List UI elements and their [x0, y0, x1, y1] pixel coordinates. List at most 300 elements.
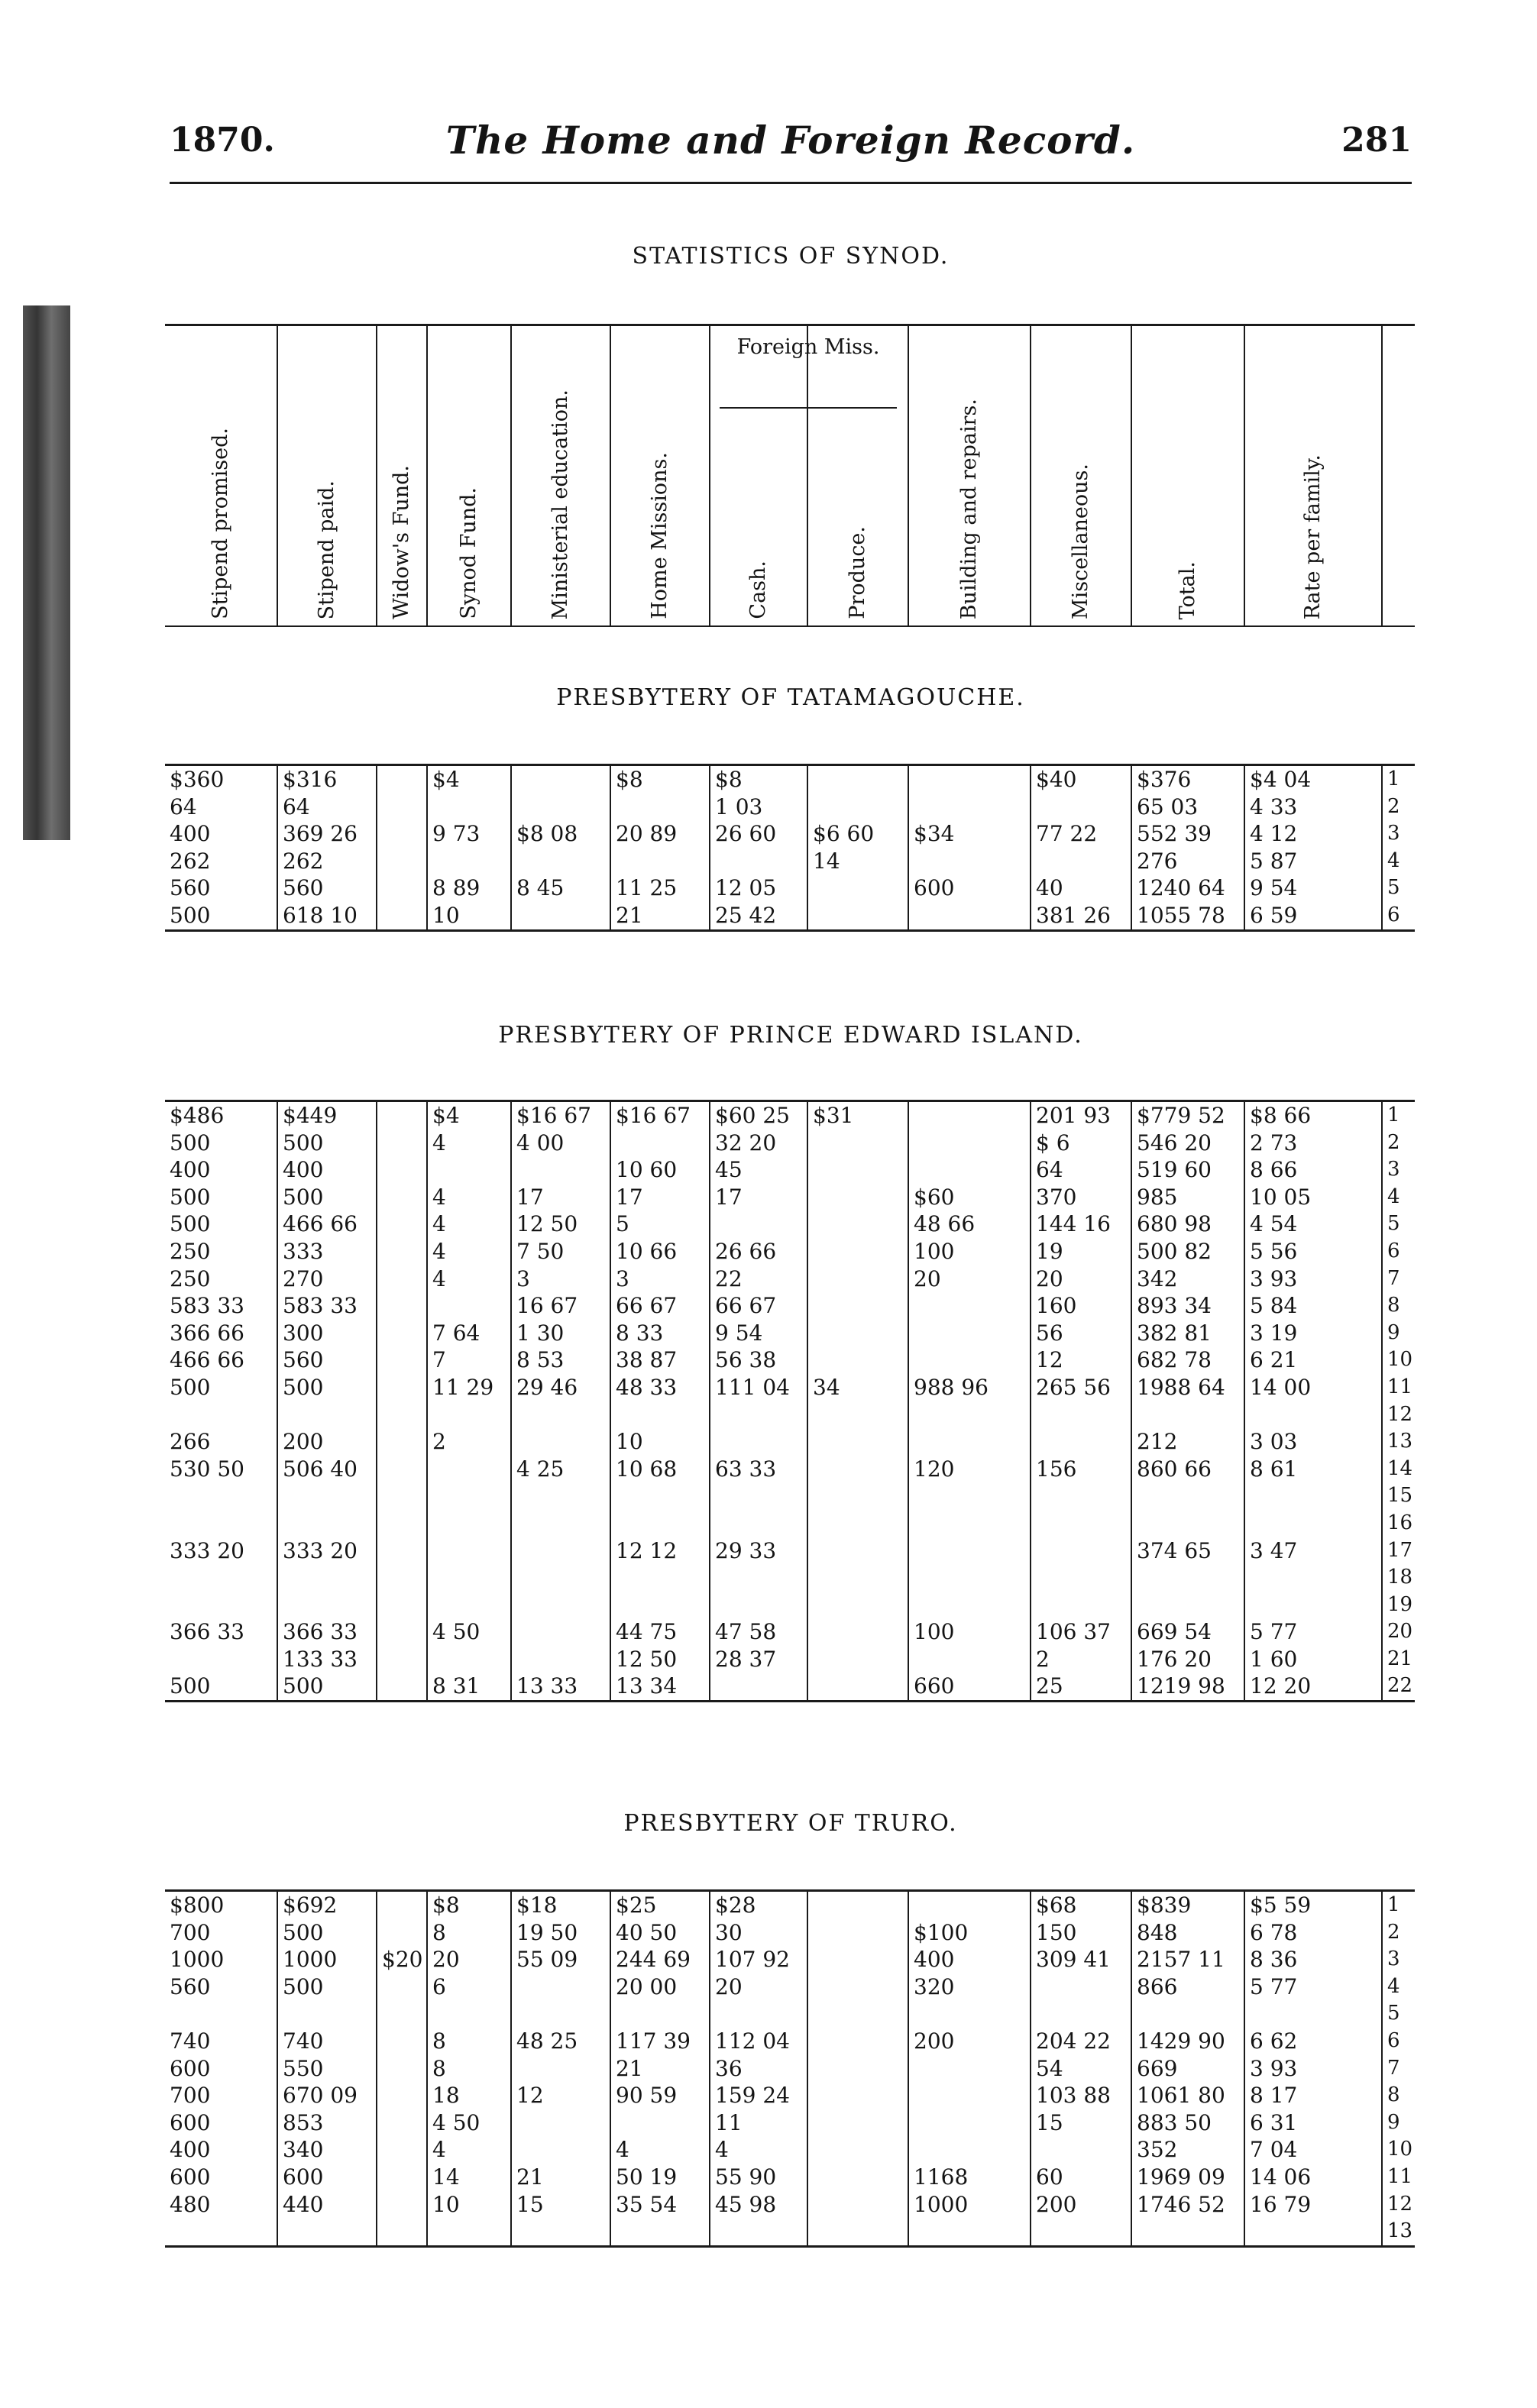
table-cell [908, 1292, 1030, 1320]
table-cell: $8 08 [510, 820, 610, 848]
table-cell: 44 75 [610, 1618, 709, 1646]
table-cell: 26 60 [709, 820, 807, 848]
table-cell [709, 1401, 807, 1429]
table-cell: 400 [908, 1946, 1030, 1973]
table-cell [709, 1482, 807, 1510]
table-cell: 682 78 [1131, 1346, 1244, 1374]
column-header-label: Cash. [746, 561, 770, 619]
table-cell: 4 [426, 1238, 510, 1265]
table-cell: 8 [426, 2028, 510, 2055]
table-cell [376, 1401, 426, 1429]
table-cell: 400 [170, 1157, 211, 1183]
table-cell [1244, 2218, 1381, 2245]
table-cell: 29 46 [510, 1374, 610, 1401]
table-row [165, 2136, 1415, 2164]
column-header-11 [1131, 326, 1244, 625]
table-cell: 4 [426, 1210, 510, 1238]
table-cell [1244, 1564, 1381, 1592]
table-cell [376, 1184, 426, 1211]
table-cell: 16 67 [510, 1292, 610, 1320]
table-cell: 500 [277, 1374, 376, 1401]
table-cell [610, 1401, 709, 1429]
table-cell: 250 [170, 1265, 211, 1291]
table-cell: 500 82 [1131, 1238, 1244, 1265]
table-cell [426, 794, 510, 821]
table-cell: 14 [807, 848, 908, 875]
table-prince-edward-island [165, 1100, 1415, 1702]
table-cell [426, 1537, 510, 1565]
table-cell: 19 [1030, 1238, 1131, 1265]
table-cell [610, 794, 709, 821]
table-cell: 4 [426, 2136, 510, 2164]
table-cell [807, 1210, 908, 1238]
column-header-label: Ministerial education. [548, 389, 572, 619]
table-cell: 204 22 [1030, 2028, 1131, 2055]
table-cell [510, 1973, 610, 2001]
table-cell: 14 00 [1244, 1374, 1381, 1401]
table-cell [376, 1428, 426, 1456]
table-cell [510, 1618, 610, 1646]
table-cell: $16 67 [610, 1102, 709, 1130]
column-header-label: Miscellaneous. [1069, 463, 1092, 619]
table-cell: 600 [170, 2164, 211, 2190]
table-cell: 25 42 [709, 902, 807, 929]
table-cell [376, 1210, 426, 1238]
table-cell [807, 1592, 908, 1619]
table-cell [376, 1156, 426, 1184]
table-cell [1030, 1973, 1131, 2001]
table-cell [807, 1456, 908, 1483]
table-cell: $4 04 [1244, 766, 1381, 794]
header-rule [170, 182, 1412, 184]
table-row [165, 1401, 1415, 1429]
table-cell: 466 66 [277, 1210, 376, 1238]
table-cell: 333 20 [170, 1537, 244, 1563]
table-row [165, 1618, 1415, 1646]
table-cell [1244, 1510, 1381, 1537]
row-number: 2 [1381, 1130, 1415, 1157]
table-cell [709, 1428, 807, 1456]
table-cell: 13 33 [510, 1673, 610, 1700]
table-cell [376, 1510, 426, 1537]
table-cell [1030, 1592, 1131, 1619]
table-cell [376, 848, 426, 875]
table-cell: $376 [1131, 766, 1244, 794]
table-cell: 35 54 [610, 2191, 709, 2219]
table-cell [807, 1428, 908, 1456]
table-cell [376, 1973, 426, 2001]
column-header-12 [1244, 326, 1381, 625]
table-cell: 1 60 [1244, 1646, 1381, 1673]
table-cell: $100 [908, 1919, 1030, 1947]
table-cell: 519 60 [1131, 1156, 1244, 1184]
table-cell: 66 67 [610, 1292, 709, 1320]
table-cell: 4 [610, 2136, 709, 2164]
table-cell [510, 794, 610, 821]
row-number: 21 [1381, 1646, 1415, 1673]
table-cell: 8 66 [1244, 1156, 1381, 1184]
table-cell: 6 [426, 1973, 510, 2001]
binding-shadow [23, 305, 70, 840]
column-header-label: Widow's Fund. [390, 465, 413, 619]
table-cell [807, 1564, 908, 1592]
table-row [165, 1673, 1415, 1700]
table-cell: 560 [277, 874, 376, 902]
table-cell: 552 39 [1131, 820, 1244, 848]
table-cell [277, 2218, 376, 2245]
table-cell [376, 1102, 426, 1130]
table-row [165, 1946, 1415, 1973]
table-cell: 8 31 [426, 1673, 510, 1700]
table-cell: 5 77 [1244, 1618, 1381, 1646]
table-cell: $28 [709, 1892, 807, 1919]
table-cell [376, 1456, 426, 1483]
table-cell: 11 [709, 2109, 807, 2137]
table-cell: 583 33 [277, 1292, 376, 1320]
table-cell: 65 03 [1131, 794, 1244, 821]
table-cell [908, 1592, 1030, 1619]
table-cell: 600 [170, 2109, 211, 2135]
table-cell: 7 04 [1244, 2136, 1381, 2164]
table-cell: 20 [709, 1973, 807, 2001]
column-header-6 [610, 326, 709, 625]
table-row [165, 1919, 1415, 1947]
table-cell [376, 1564, 426, 1592]
table-row [165, 820, 1415, 848]
table-cell: 18 [426, 2082, 510, 2109]
table-cell [807, 2191, 908, 2219]
table-cell: 1061 80 [1131, 2082, 1244, 2109]
table-cell [1244, 1401, 1381, 1429]
table-cell [807, 1919, 908, 1947]
table-cell [510, 2055, 610, 2083]
table-cell [165, 1510, 277, 1537]
row-number: 10 [1381, 1346, 1415, 1374]
table-cell: 500 [170, 902, 211, 928]
table-cell: 48 25 [510, 2028, 610, 2055]
table-cell [908, 848, 1030, 875]
table-cell [709, 1592, 807, 1619]
table-cell: 12 50 [610, 1646, 709, 1673]
table-cell [1030, 2218, 1131, 2245]
row-number: 5 [1381, 2000, 1415, 2028]
column-header-label: Home Missions. [648, 452, 671, 619]
table-cell [510, 2109, 610, 2137]
row-number: 4 [1381, 1973, 1415, 2001]
row-number: 14 [1381, 1456, 1415, 1483]
table-cell: 366 33 [170, 1619, 244, 1645]
table-cell [1030, 848, 1131, 875]
table-cell [376, 874, 426, 902]
table-cell: 2 73 [1244, 1130, 1381, 1157]
table-cell [610, 1592, 709, 1619]
table-cell [709, 1210, 807, 1238]
table-cell [807, 902, 908, 929]
table-cell: 34 [807, 1374, 908, 1401]
table-cell: $40 [1030, 766, 1131, 794]
table-cell [376, 902, 426, 929]
row-number: 12 [1381, 1401, 1415, 1429]
table-cell: 8 [426, 2055, 510, 2083]
table-cell [426, 1510, 510, 1537]
table-cell: 54 [1030, 2055, 1131, 2083]
table-cell [610, 2109, 709, 2137]
table-cell: 120 [908, 1456, 1030, 1483]
table-cell: 8 61 [1244, 1456, 1381, 1483]
table-cell: 5 56 [1244, 1238, 1381, 1265]
table-cell [807, 2000, 908, 2028]
table-cell: 107 92 [709, 1946, 807, 1973]
table-cell: 670 09 [277, 2082, 376, 2109]
table-cell: 3 47 [1244, 1537, 1381, 1565]
column-header-index [1381, 326, 1415, 625]
table-cell: 100 [908, 1618, 1030, 1646]
table-cell [807, 1537, 908, 1565]
table-cell [376, 1919, 426, 1947]
table-row [165, 848, 1415, 875]
table-cell: 100 [908, 1238, 1030, 1265]
table-cell [1030, 794, 1131, 821]
table-row [165, 2055, 1415, 2083]
table-cell: 5 77 [1244, 1973, 1381, 2001]
column-header-3 [376, 326, 426, 625]
table-cell: 4 [709, 2136, 807, 2164]
table-cell: 1240 64 [1131, 874, 1244, 902]
table-row [165, 1456, 1415, 1483]
table-cell: 342 [1131, 1265, 1244, 1293]
table-cell [807, 2109, 908, 2137]
table-cell [1030, 1564, 1131, 1592]
table-cell: 366 66 [170, 1320, 244, 1346]
table-cell: $16 67 [510, 1102, 610, 1130]
table-cell: 14 [426, 2164, 510, 2191]
table-cell: 860 66 [1131, 1456, 1244, 1483]
table-cell [165, 1482, 277, 1510]
table-cell [1244, 1592, 1381, 1619]
table-cell: 133 33 [277, 1646, 376, 1673]
table-cell: 600 [170, 2055, 211, 2081]
section-title-tatamagouche: PRESBYTERY OF TATAMAGOUCHE. [556, 684, 1025, 711]
table-cell: $8 66 [1244, 1102, 1381, 1130]
table-cell: 6 78 [1244, 1919, 1381, 1947]
table-cell: 112 04 [709, 2028, 807, 2055]
table-cell: 700 [170, 1919, 211, 1945]
row-number: 22 [1381, 1673, 1415, 1700]
table-cell [807, 2218, 908, 2245]
row-number: 2 [1381, 794, 1415, 821]
table-cell: 8 53 [510, 1346, 610, 1374]
table-cell [709, 1510, 807, 1537]
table-cell [807, 1238, 908, 1265]
table-cell [376, 2028, 426, 2055]
table-row [165, 2082, 1415, 2109]
table-cell: 1969 09 [1131, 2164, 1244, 2191]
row-number: 9 [1381, 1320, 1415, 1347]
table-cell: 12 50 [510, 1210, 610, 1238]
table-cell: 10 05 [1244, 1184, 1381, 1211]
column-header-10 [1030, 326, 1131, 625]
table-row [165, 1292, 1415, 1320]
table-cell: 369 26 [277, 820, 376, 848]
table-cell: 550 [277, 2055, 376, 2083]
table-cell: $360 [170, 767, 225, 792]
table-cell [510, 1646, 610, 1673]
table-row [165, 1510, 1415, 1537]
table-cell [610, 2000, 709, 2028]
table-cell: 244 69 [610, 1946, 709, 1973]
table-cell [426, 1482, 510, 1510]
table-cell [908, 1537, 1030, 1565]
table-cell: 1000 [908, 2191, 1030, 2219]
table-cell [376, 2082, 426, 2109]
table-cell: 1988 64 [1131, 1374, 1244, 1401]
table-cell: 21 [610, 902, 709, 929]
table-cell: $31 [807, 1102, 908, 1130]
table-cell: $20 [376, 1946, 426, 1973]
table-cell: 1168 [908, 2164, 1030, 2191]
table-cell: 17 [610, 1184, 709, 1211]
table-cell [908, 1646, 1030, 1673]
table-cell: 47 58 [709, 1618, 807, 1646]
table-cell [376, 1130, 426, 1157]
table-cell: 546 20 [1131, 1130, 1244, 1157]
table-cell: 848 [1131, 1919, 1244, 1947]
table-cell [165, 1401, 277, 1429]
table-cell: 90 59 [610, 2082, 709, 2109]
table-cell: 3 [510, 1265, 610, 1293]
row-number: 11 [1381, 2164, 1415, 2191]
table-row [165, 2191, 1415, 2219]
table-cell: 370 [1030, 1184, 1131, 1211]
table-cell: 5 84 [1244, 1292, 1381, 1320]
table-cell [376, 2164, 426, 2191]
table-cell: 48 66 [908, 1210, 1030, 1238]
row-number: 12 [1381, 2191, 1415, 2219]
table-cell: 17 [510, 1184, 610, 1211]
table-cell: 8 [426, 1919, 510, 1947]
row-number: 15 [1381, 1482, 1415, 1510]
table-cell: 4 50 [426, 2109, 510, 2137]
table-cell [908, 2000, 1030, 2028]
table-cell [1030, 1537, 1131, 1565]
table-cell [376, 1346, 426, 1374]
table-cell: 11 29 [426, 1374, 510, 1401]
table-cell: 600 [277, 2164, 376, 2191]
table-cell: 10 68 [610, 1456, 709, 1483]
table-cell: 1219 98 [1131, 1673, 1244, 1700]
table-cell: 10 [610, 1428, 709, 1456]
table-cell [376, 820, 426, 848]
table-cell: $316 [277, 766, 376, 794]
table-cell [1131, 1401, 1244, 1429]
table-cell [807, 2028, 908, 2055]
table-cell: 21 [510, 2164, 610, 2191]
table-cell: 212 [1131, 1428, 1244, 1456]
table-cell [908, 1130, 1030, 1157]
table-row [165, 1973, 1415, 2001]
table-cell [908, 1482, 1030, 1510]
table-cell: 988 96 [908, 1374, 1030, 1401]
table-cell: 530 50 [170, 1456, 244, 1482]
table-cell [807, 1130, 908, 1157]
table-cell [1030, 2000, 1131, 2028]
table-cell [807, 1156, 908, 1184]
column-header-label: Stipend promised. [209, 428, 232, 619]
table-row [165, 1537, 1415, 1565]
table-cell: 560 [170, 875, 211, 901]
table-cell [908, 1401, 1030, 1429]
table-cell: 12 [510, 2082, 610, 2109]
table-cell: 4 50 [426, 1618, 510, 1646]
table-cell: 3 19 [1244, 1320, 1381, 1347]
table-cell: 381 26 [1030, 902, 1131, 929]
table-tatamagouche [165, 764, 1415, 932]
table-cell: $4 [426, 766, 510, 794]
table-cell [376, 1374, 426, 1401]
table-cell: 740 [277, 2028, 376, 2055]
table-cell: 4 54 [1244, 1210, 1381, 1238]
table-cell: 500 [277, 1130, 376, 1157]
table-cell: 150 [1030, 1919, 1131, 1947]
table-cell: 45 98 [709, 2191, 807, 2219]
table-cell: 103 88 [1030, 2082, 1131, 2109]
table-cell: 1055 78 [1131, 902, 1244, 929]
table-cell [807, 2164, 908, 2191]
row-number: 6 [1381, 1238, 1415, 1265]
table-cell: $486 [170, 1103, 225, 1128]
table-cell [376, 2109, 426, 2137]
table-cell [807, 794, 908, 821]
table-cell: 40 [1030, 874, 1131, 902]
table-cell: 440 [277, 2191, 376, 2219]
table-cell [277, 1482, 376, 1510]
column-header-label: Synod Fund. [457, 487, 481, 619]
row-number: 13 [1381, 2218, 1415, 2245]
table-cell: $60 [908, 1184, 1030, 1211]
table-cell: 1 03 [709, 794, 807, 821]
table-cell: 32 20 [709, 1130, 807, 1157]
table-cell: 400 [277, 1156, 376, 1184]
table-cell: $800 [170, 1892, 225, 1918]
page-number: 281 [1341, 121, 1412, 160]
table-cell: 250 [170, 1238, 211, 1264]
table-cell: 25 [1030, 1673, 1131, 1700]
table-cell [807, 2055, 908, 2083]
table-cell: 7 50 [510, 1238, 610, 1265]
table-cell: 500 [277, 1184, 376, 1211]
table-cell: 10 [426, 902, 510, 929]
table-cell: 7 64 [426, 1320, 510, 1347]
table-cell [908, 2109, 1030, 2137]
table-cell [807, 1320, 908, 1347]
table-row [165, 2028, 1415, 2055]
table-cell: 8 33 [610, 1320, 709, 1347]
table-cell: $692 [277, 1892, 376, 1919]
table-cell: 500 [170, 1130, 211, 1156]
table-cell: 266 [170, 1429, 211, 1455]
table-cell: 466 66 [170, 1347, 244, 1373]
table-cell: 866 [1131, 1973, 1244, 2001]
table-cell: 64 [277, 794, 376, 821]
table-cell: 8 45 [510, 874, 610, 902]
row-number: 7 [1381, 2055, 1415, 2083]
table-cell: 63 33 [709, 1456, 807, 1483]
table-row [165, 1374, 1415, 1401]
table-cell [510, 1482, 610, 1510]
header-year: 1870. [170, 121, 275, 160]
table-cell: $60 25 [709, 1102, 807, 1130]
table-cell [165, 1646, 277, 1673]
